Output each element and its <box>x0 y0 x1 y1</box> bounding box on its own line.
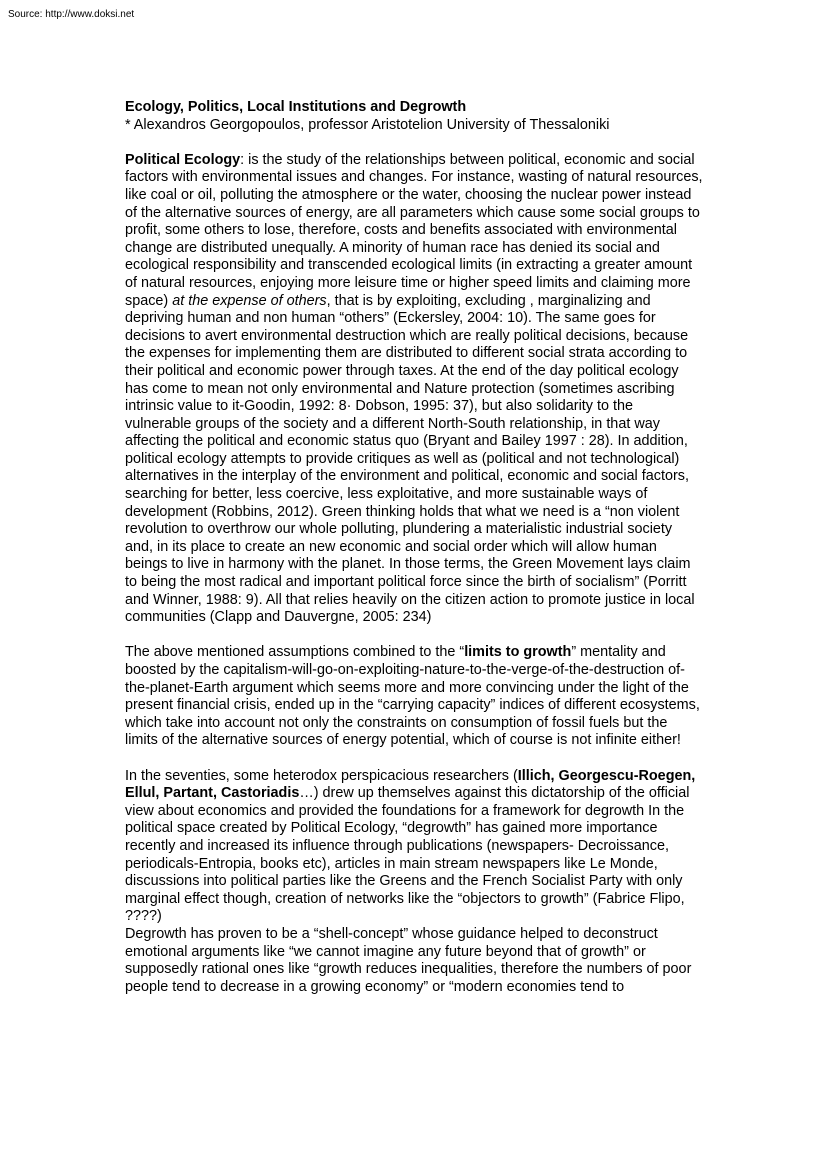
paragraph-text: The above mentioned assumptions combined to the “ <box>125 644 465 661</box>
term-limits-to-growth: limits to growth <box>464 644 572 661</box>
emphasis-text: at the expense of others <box>172 292 327 309</box>
paragraph-degrowth: Degrowth has proven to be a “shell-concept” whose guidance helped to deconstruct emotional arguments like “we cannot imagine any future beyond that of growth” or supposedly rational ones like “growth reduces inequalities, therefore the numbers of poor people tend to decrease in a growing economy” or “modern economies tend to <box>125 925 692 995</box>
researcher-names: Illich, Georgescu-Roegen, Ellul, Partant, Castoriadis <box>125 767 696 802</box>
paragraph-text: …) drew up themselves against this dictatorship of the official view about economics and provided the foundations for a framework for degrowth In the political space created by Political Ecology, “degrowth” has gained more importance recently and increased its influence through publications (newspapers- Decroissance, periodicals-Entropia, books etc), articles in main stream newspapers like Le Monde, discussions into political parties like the Greens and the French Socialist Party with only marginal effect though, creation of networks like the “objectors to growth” (Fabrice Flipo, ????) <box>125 785 690 925</box>
paragraph-limits-to-growth <box>125 644 703 750</box>
source-url: Source: http://www.doksi.net <box>8 9 135 20</box>
paragraph-text: : is the study of the relationships between political, economic and social factors with environmental issues and changes. For instance, wasting of natural resources, like coal or oil, polluting the atmosphere or the water, choosing the nuclear power instead of the alternative sources of energy, are all parameters which cause some social groups to profit, some others to lose, therefore, costs and benefits associated with environmental change are distributed unequally. A minority of human race has denied its social and ecological responsibility and transcended ecological limits (in extracting a greater amount of natural resources, enjoying more leisure time or higher speed limits and claiming more space) <box>125 151 703 309</box>
paragraph-text: In the seventies, some heterodox perspicacious researchers ( <box>125 767 518 784</box>
paragraph-political-ecology <box>125 152 703 627</box>
author-line: * Alexandros Georgopoulos, professor Aristotelion University of Thessaloniki <box>125 116 610 133</box>
document-body <box>125 99 703 996</box>
paragraph-text: , that is by exploiting, excluding , marginalizing and depriving human and non human “others” (Eckersley, 2004: 10). The same goes for decisions to avert environmental destruction which are really political decisions, because the expenses for implementing them are distributed to different social strata according to their political and economic power through taxes. At the end of the day political ecology has come to mean not only environmental and Nature protection (sometimes ascribing intrinsic value to it-Goodin, 1992: 8· Dobson, 1995: 37), but also solidarity to the vulnerable groups of the society and a different North-South relationship, in that way affecting the political and economic status quo (Bryant and Bailey 1997 : 28). In addition, political ecology attempts to provide critiques as well as (political and not technological) alternatives in the interplay of the environment and political, economic and social factors, searching for better, less coercive, less exploitative, and more sustainable ways of development (Robbins, 2012). Green thinking holds that what we need is a “non violent revolution to overthrow our whole polluting, plundering a materialistic industrial society and, in its place to create an new economic and social order which will allow human beings to live in harmony with the planet. In those terms, the Green Movement lays claim to being the most radical and important political force since the birth of socialism” (Porritt and Winner, 1988: 9). All that relies heavily on the citizen action to promote justice in local communities (Clapp and Dauvergne, 2005: 234) <box>125 292 695 626</box>
paragraph-text: ” mentality and boosted by the capitalism-will-go-on-exploiting-nature-to-the-verge-of-the-destruction of-the-planet-Earth argument which seems more and more convincing under the light of the present financial crisis, ended up in the “carrying capacity” indices of different ecosystems, which take into account not only the constraints on consumption of fossil fuels but the limits of the alternative sources of energy potential, which of course is not infinite either! <box>125 644 700 749</box>
paragraph-seventies <box>125 768 703 926</box>
document-title: Ecology, Politics, Local Institutions and Degrowth <box>125 99 467 115</box>
term-political-ecology: Political Ecology <box>125 151 241 168</box>
